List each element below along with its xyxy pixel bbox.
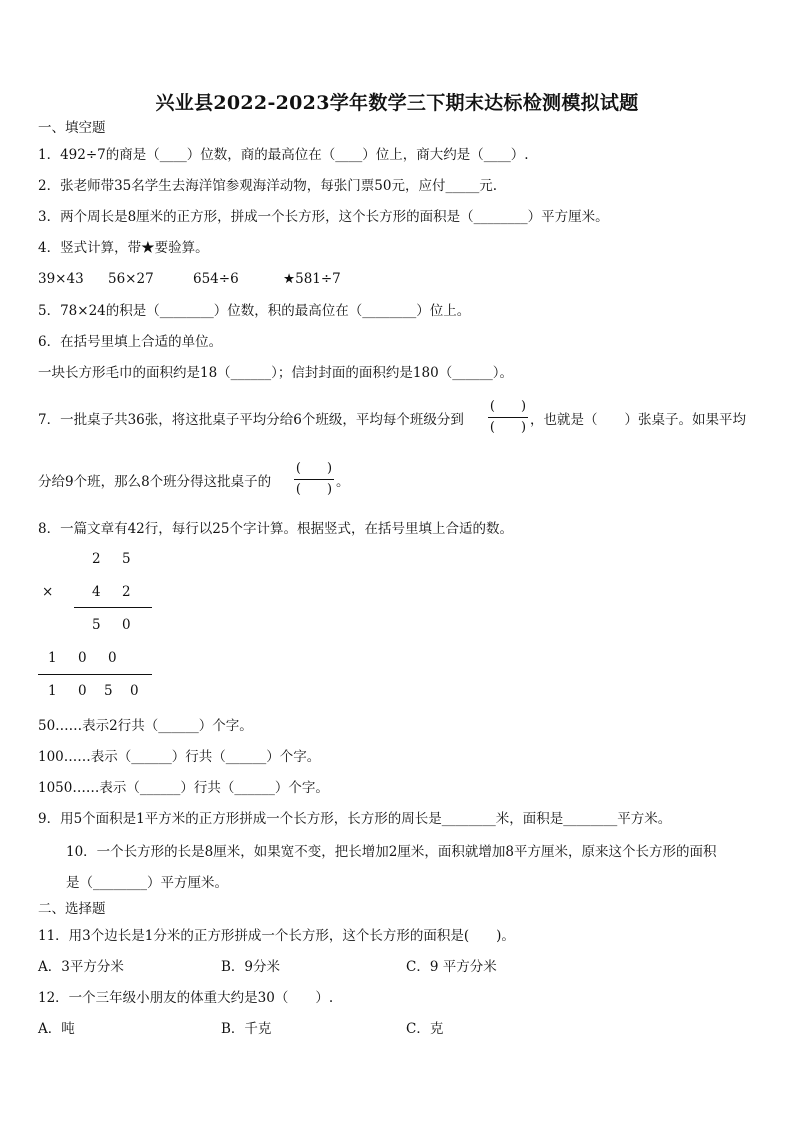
fraction-blank-1 xyxy=(488,398,528,437)
fraction-numerator: ( ) xyxy=(295,461,333,476)
times-sign: × xyxy=(42,584,54,600)
digit: 0 xyxy=(130,683,139,699)
section-heading-choice: 二、选择题 xyxy=(38,901,106,917)
digit: 2 xyxy=(122,584,131,600)
digit: 5 xyxy=(104,683,113,699)
digit: 1 xyxy=(48,683,57,699)
question-7-part4: 。 xyxy=(336,474,350,490)
digit: 0 xyxy=(78,683,87,699)
calc-item-3: 654÷6 xyxy=(193,271,239,287)
calc-item-1: 39×43 xyxy=(38,271,84,287)
question-10-line2: 是（________）平方厘米。 xyxy=(66,875,228,891)
digit: 4 xyxy=(92,584,101,600)
q12-option-a: A．吨 xyxy=(38,1021,75,1037)
question-7-part3: 分给9个班，那么8个班分得这批桌子的 xyxy=(38,474,272,490)
question-3: 3．两个周长是8厘米的正方形，拼成一个长方形，这个长方形的面积是（________）平方厘米。 xyxy=(38,209,609,225)
q12-option-b: B．千克 xyxy=(221,1021,272,1037)
question-8-line-a: 50……表示2行共（______）个字。 xyxy=(38,718,253,734)
digit: 5 xyxy=(92,617,101,633)
digit: 5 xyxy=(122,551,131,567)
question-7-part1: 7．一批桌子共36张，将这批桌子平均分给6个班级，平均每个班级分到 xyxy=(38,412,464,428)
question-2: 2．张老师带35名学生去海洋馆参观海洋动物，每张门票50元，应付_____元. xyxy=(38,178,497,194)
question-5: 5．78×24的积是（________）位数，积的最高位在（________）位上。 xyxy=(38,303,471,319)
divider-line xyxy=(38,674,152,675)
question-8: 8．一篇文章有42行，每行以25个字计算。根据竖式，在括号里填上合适的数。 xyxy=(38,521,513,537)
q11-option-c: C．9 平方分米 xyxy=(406,959,497,975)
question-12: 12．一个三年级小朋友的体重大约是30（ ）. xyxy=(38,990,334,1006)
fraction-denominator: ( ) xyxy=(489,420,527,435)
section-heading-fill-blank: 一、填空题 xyxy=(38,120,106,136)
calc-item-2: 56×27 xyxy=(108,271,154,287)
question-1: 1．492÷7的商是（____）位数，商的最高位在（____）位上，商大约是（____）. xyxy=(38,147,529,163)
digit: 0 xyxy=(122,617,131,633)
fraction-blank-2 xyxy=(294,460,334,499)
fraction-bar xyxy=(488,417,528,418)
question-7-part2: ，也就是（ ）张桌子。如果平均 xyxy=(530,412,746,428)
question-6-line: 一块长方形毛巾的面积约是18（______）；信封封面的面积约是180（______）。 xyxy=(38,365,513,381)
question-10-line1: 10．一个长方形的长是8厘米，如果宽不变，把长增加2厘米，面积就增加8平方厘米，原来这个长方形的面积 xyxy=(66,844,717,860)
q11-option-a: A．3平方分米 xyxy=(38,959,124,975)
fraction-numerator: ( ) xyxy=(489,399,527,414)
digit: 1 xyxy=(48,650,57,666)
question-4: 4．竖式计算，带★要验算。 xyxy=(38,240,209,256)
page-title: 兴业县2022-2023学年数学三下期末达标检测模拟试题 xyxy=(155,92,639,114)
fraction-denominator: ( ) xyxy=(295,482,333,497)
question-8-line-c: 1050……表示（______）行共（______）个字。 xyxy=(38,780,329,796)
divider-line xyxy=(74,607,152,608)
digit: 0 xyxy=(108,650,117,666)
question-6: 6．在括号里填上合适的单位。 xyxy=(38,334,223,350)
q12-option-c: C．克 xyxy=(406,1021,444,1037)
question-11: 11．用3个边长是1分米的正方形拼成一个长方形，这个长方形的面积是( )。 xyxy=(38,928,515,944)
question-8-line-b: 100……表示（______）行共（______）个字。 xyxy=(38,749,321,765)
q11-option-b: B．9分米 xyxy=(221,959,281,975)
digit: 2 xyxy=(92,551,101,567)
calc-item-4: ★581÷7 xyxy=(283,271,341,287)
digit: 0 xyxy=(78,650,87,666)
question-9: 9．用5个面积是1平方米的正方形拼成一个长方形，长方形的周长是________米，面积是________平方米。 xyxy=(38,811,672,827)
fraction-bar xyxy=(294,479,334,480)
